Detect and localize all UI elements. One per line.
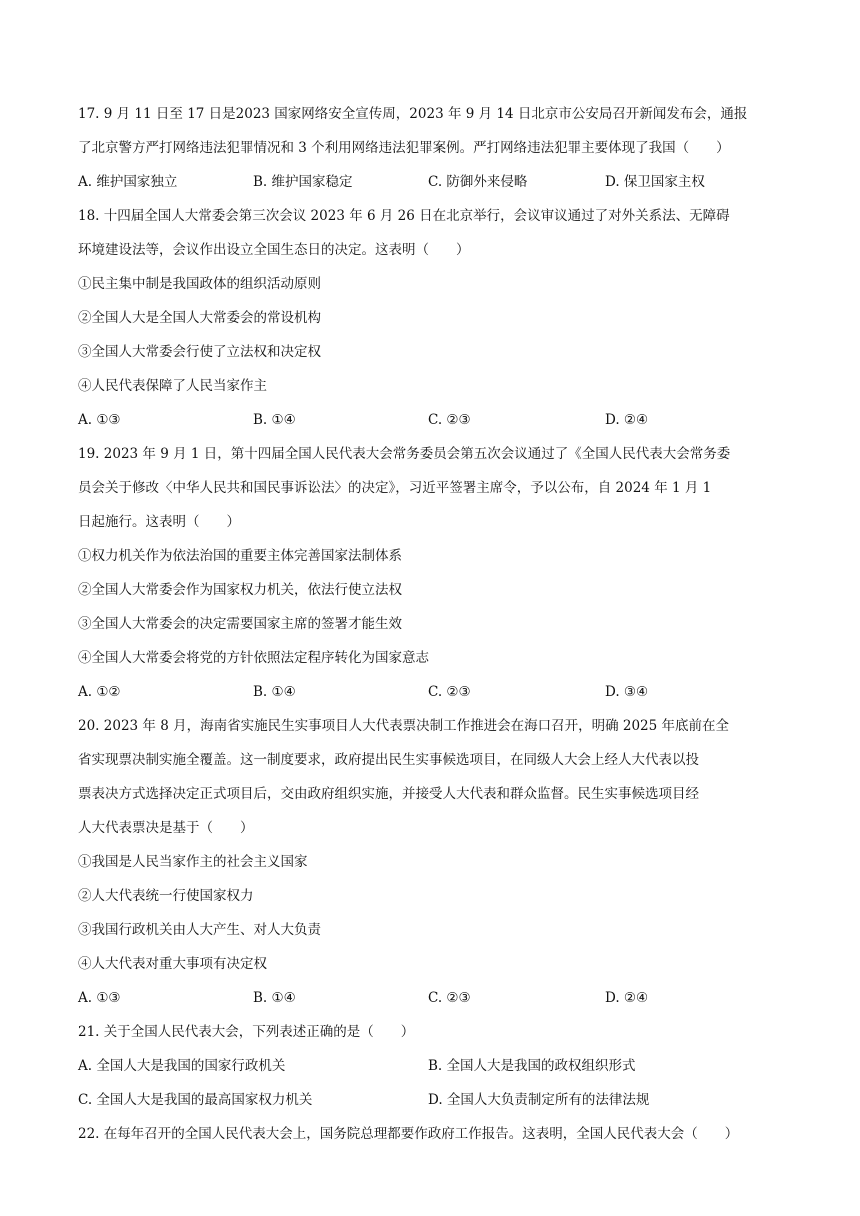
question-19-option-c: C. ②③ — [428, 684, 471, 700]
question-19-text-line-2: 员会关于修改〈中华人民共和国民事诉讼法〉的决定》，习近平签署主席令，予以公布，自 2024 年 1 月 1 — [78, 480, 712, 496]
question-19-option-d: D. ③④ — [605, 684, 649, 700]
question-19-text-line-3: 日起施行。这表明（ ） — [78, 514, 240, 530]
question-20-statement-2: ②人大代表统一行使国家权力 — [78, 888, 254, 904]
question-20-option-a: A. ①③ — [78, 990, 121, 1006]
question-19-option-a: A. ①② — [78, 684, 121, 700]
question-18-statement-3: ③全国人大常委会行使了立法权和决定权 — [78, 344, 321, 360]
question-19-statement-2: ②全国人大常委会作为国家权力机关，依法行使立法权 — [78, 582, 402, 598]
question-21-option-b: B. 全国人大是我国的政权组织形式 — [428, 1058, 636, 1074]
question-18-option-a: A. ①③ — [78, 412, 121, 428]
question-17-text-line-2: 了北京警方严打网络违法犯罪情况和 3 个利用网络违法犯罪案例。严打网络违法犯罪主要体现了我国（ ） — [78, 140, 730, 156]
question-17-option-b: B. 维护国家稳定 — [253, 174, 353, 190]
question-17-option-d: D. 保卫国家主权 — [605, 174, 705, 190]
question-18-option-d: D. ②④ — [605, 412, 649, 428]
question-20-option-b: B. ①④ — [253, 990, 296, 1006]
question-18-text-line-1: 18. 十四届全国人大常委会第三次会议 2023 年 6 月 26 日在北京举行，会议审议通过了对外关系法、无障碍 — [78, 208, 730, 224]
question-19-statement-3: ③全国人大常委会的决定需要国家主席的签署才能生效 — [78, 616, 402, 632]
question-20-statement-3: ③我国行政机关由人大产生、对人大负责 — [78, 922, 321, 938]
question-21-option-a: A. 全国人大是我国的国家行政机关 — [78, 1058, 286, 1074]
question-19-text-line-1: 19. 2023 年 9 月 1 日，第十四届全国人民代表大会常务委员会第五次会议通过了《全国人民代表大会常务委 — [78, 446, 731, 462]
question-22-text-line-1: 22. 在每年召开的全国人民代表大会上，国务院总理都要作政府工作报告。这表明，全国人民代表大会（ ） — [78, 1126, 739, 1142]
question-20-statement-1: ①我国是人民当家作主的社会主义国家 — [78, 854, 308, 870]
question-19-statement-1: ①权力机关作为依法治国的重要主体完善国家法制体系 — [78, 548, 402, 564]
question-20-text-line-1: 20. 2023 年 8 月，海南省实施民生实事项目人大代表票决制工作推进会在海口召开，明确 2025 年底前在全 — [78, 718, 730, 734]
question-19-option-b: B. ①④ — [253, 684, 296, 700]
question-18-statement-2: ②全国人大是全国人大常委会的常设机构 — [78, 310, 321, 326]
question-18-option-b: B. ①④ — [253, 412, 296, 428]
question-17-option-a: A. 维护国家独立 — [78, 174, 178, 190]
question-20-option-c: C. ②③ — [428, 990, 471, 1006]
question-21-option-d: D. 全国人大负责制定所有的法律法规 — [428, 1092, 650, 1108]
question-20-option-d: D. ②④ — [605, 990, 649, 1006]
question-20-text-line-4: 人大代表票决是基于（ ） — [78, 820, 254, 836]
question-20-text-line-2: 省实现票决制实施全覆盖。这一制度要求，政府提出民生实事候选项目，在同级人大会上经人大代表以投 — [78, 752, 699, 768]
question-21-option-c: C. 全国人大是我国的最高国家权力机关 — [78, 1092, 313, 1108]
question-20-text-line-3: 票表决方式选择决定正式项目后，交由政府组织实施，并接受人大代表和群众监督。民生实事候选项目经 — [78, 786, 699, 802]
question-18-statement-1: ①民主集中制是我国政体的组织活动原则 — [78, 276, 321, 292]
question-17-option-c: C. 防御外来侵略 — [428, 174, 528, 190]
question-18-text-line-2: 环境建设法等，会议作出设立全国生态日的决定。这表明（ ） — [78, 242, 470, 258]
question-19-statement-4: ④全国人大常委会将党的方针依照法定程序转化为国家意志 — [78, 650, 429, 666]
question-21-text-line-1: 21. 关于全国人民代表大会，下列表述正确的是（ ） — [78, 1024, 415, 1040]
question-20-statement-4: ④人大代表对重大事项有决定权 — [78, 956, 267, 972]
question-17-text-line-1: 17. 9 月 11 日至 17 日是2023 国家网络安全宣传周，2023 年 9 月 14 日北京市公安局召开新闻发布会，通报 — [78, 106, 748, 122]
question-18-option-c: C. ②③ — [428, 412, 471, 428]
question-18-statement-4: ④人民代表保障了人民当家作主 — [78, 378, 267, 394]
